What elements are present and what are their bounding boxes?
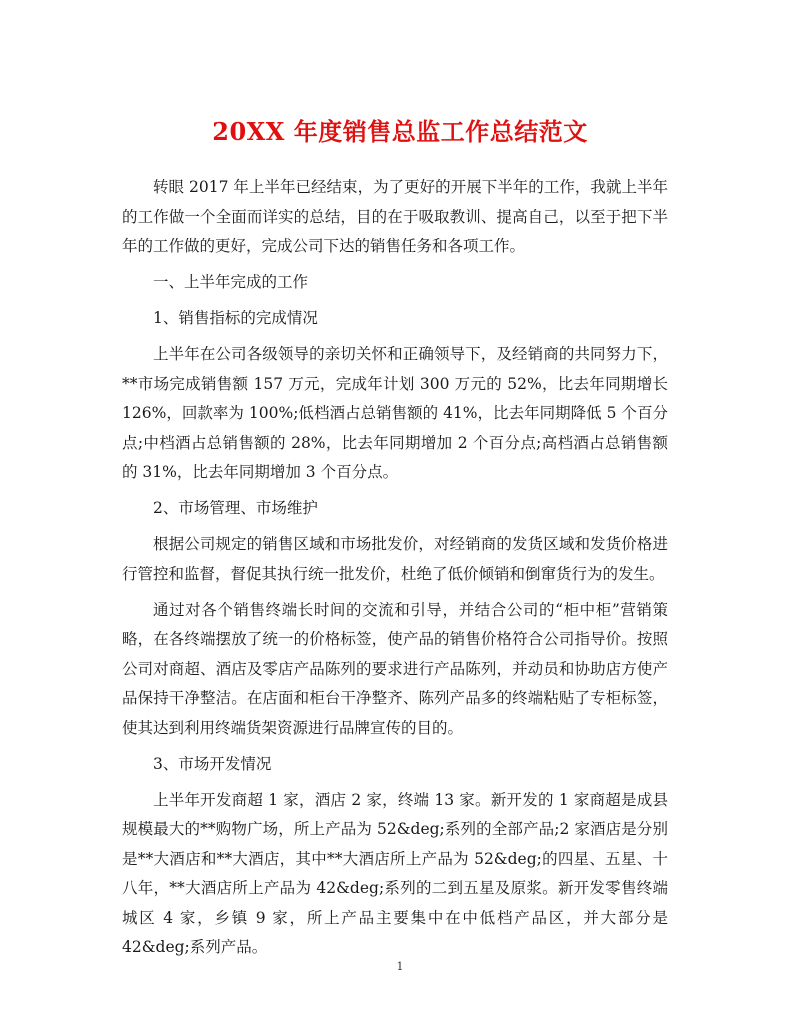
document-body — [122, 173, 668, 969]
document-title: 20XX 年度销售总监工作总结范文 — [212, 117, 588, 146]
sales-targets-paragraph: 上半年在公司各级领导的亲切关怀和正确领导下，及经销商的共同努力下，**市场完成销售额 157 万元，完成年计划 300 万元的 52%，比去年同期增长 126%，回款率为 100%;低档酒占总销售额的 41%，比去年同期降低 5 个百分点;中档酒占总销售额的 28%，比去年同期增加 2 个百分点;高档酒占总销售额的 31%，比去年同期增加 3 个百分点。 — [122, 345, 668, 481]
subsection-heading-market-development: 3、市场开发情况 — [153, 754, 272, 773]
market-development-paragraph: 上半年开发商超 1 家，酒店 2 家，终端 13 家。新开发的 1 家商超是成县规模最大的**购物广场，所上产品为 52&deg;系列的全部产品;2 家酒店是分别是**大酒店和**大酒店，其中**大酒店所上产品为 52&deg;的四星、五星、十八年，**大酒店所上产品为 42&deg;系列的二到五星及原浆。新开发零售终端城区 4 家，乡镇 9 家，所上产品主要集中在中低档产品区，并大部分是 42&deg;系列产品。 — [122, 790, 668, 956]
market-management-paragraph-2: 通过对各个销售终端长时间的交流和引导，并结合公司的“柜中柜”营销策略，在各终端摆放了统一的价格标签，使产品的销售价格符合公司指导价。按照公司对商超、酒店及零店产品陈列的要求进行产品陈列，并动员和协助店方使产品保持干净整洁。在店面和柜台干净整齐、陈列产品多的终端粘贴了专柜标签，使其达到利用终端货架资源进行品牌宣传的目的。 — [122, 600, 668, 737]
subsection-heading-sales-targets: 1、销售指标的完成情况 — [153, 309, 318, 327]
subsection-heading-market-management: 2、市场管理、市场维护 — [153, 499, 318, 517]
page-number: 1 — [396, 960, 404, 973]
market-management-paragraph-1: 根据公司规定的销售区域和市场批发价，对经销商的发货区域和发货价格进行管控和监督，督促其执行统一批发价，杜绝了低价倾销和倒窜货行为的发生。 — [122, 535, 668, 583]
intro-paragraph: 转眼 2017 年上半年已经结束，为了更好的开展下半年的工作，我就上半年的工作做一个全面而详实的总结，目的在于吸取教训、提高自己，以至于把下半年的工作做的更好，完成公司下达的销售任务和各项工作。 — [122, 178, 668, 255]
section-heading-1: 一、上半年完成的工作 — [153, 273, 309, 291]
